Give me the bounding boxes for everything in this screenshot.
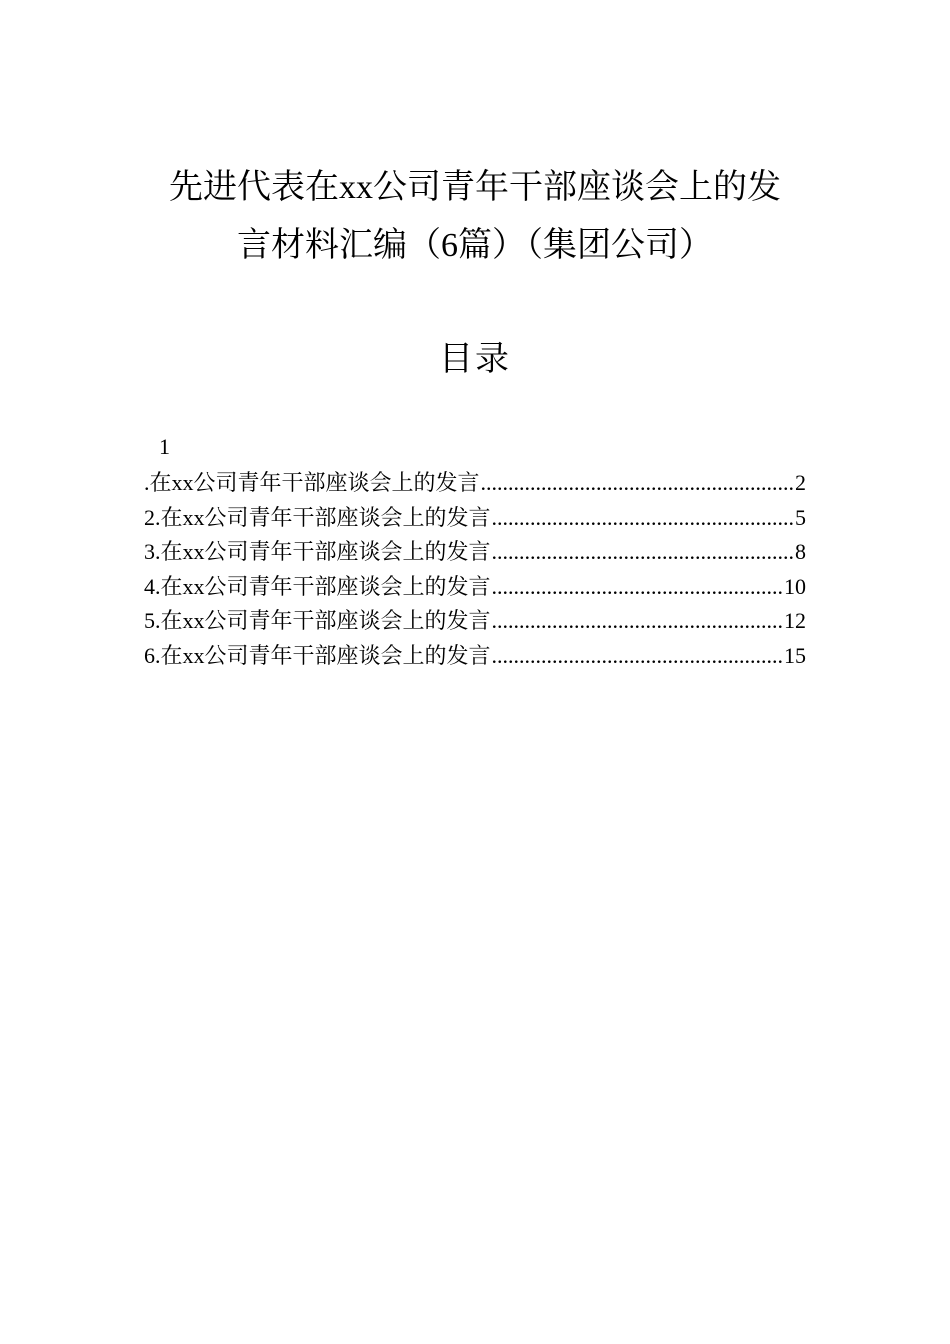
toc-entry-page: 8: [795, 539, 806, 564]
toc-dot-leader: [492, 535, 794, 569]
toc-dot-leader: [492, 604, 783, 638]
toc-entry-title: 3.在xx公司青年干部座谈会上的发言: [144, 539, 491, 564]
toc-entry-page: 10: [784, 573, 806, 599]
toc-entry-1-number: 1: [159, 434, 170, 459]
toc-heading: 目录: [439, 341, 511, 378]
toc-entry[interactable]: [144, 639, 806, 674]
toc-dot-leader: [492, 570, 783, 604]
toc-entry-page: 5: [795, 504, 806, 530]
toc-entry[interactable]: [144, 501, 806, 536]
toc-entry-page: 12: [784, 608, 806, 633]
document-title-line-2: 言材料汇编（6篇）（集团公司）: [237, 227, 713, 264]
toc-entry-title: 6.在xx公司青年干部座谈会上的发言: [144, 642, 491, 668]
toc-entry-title: 4.在xx公司青年干部座谈会上的发言: [144, 573, 491, 599]
toc-dot-leader: [492, 501, 794, 535]
toc-entry[interactable]: [144, 535, 806, 570]
toc-dot-leader: [492, 639, 783, 673]
toc-entry-title: 2.在xx公司青年干部座谈会上的发言: [144, 504, 491, 530]
document-title-line-1: 先进代表在xx公司青年干部座谈会上的发: [169, 169, 781, 206]
toc-entry[interactable]: [144, 604, 806, 639]
toc-entry[interactable]: [144, 466, 806, 501]
toc-entry-title: 5.在xx公司青年干部座谈会上的发言: [144, 608, 491, 633]
table-of-contents: [144, 466, 806, 673]
toc-entry[interactable]: [144, 570, 806, 605]
toc-entry-title: .在xx公司青年干部座谈会上的发言: [144, 470, 480, 495]
toc-entry-page: 15: [784, 642, 806, 668]
toc-entry-page: 2: [795, 470, 806, 495]
toc-dot-leader: [481, 466, 794, 500]
